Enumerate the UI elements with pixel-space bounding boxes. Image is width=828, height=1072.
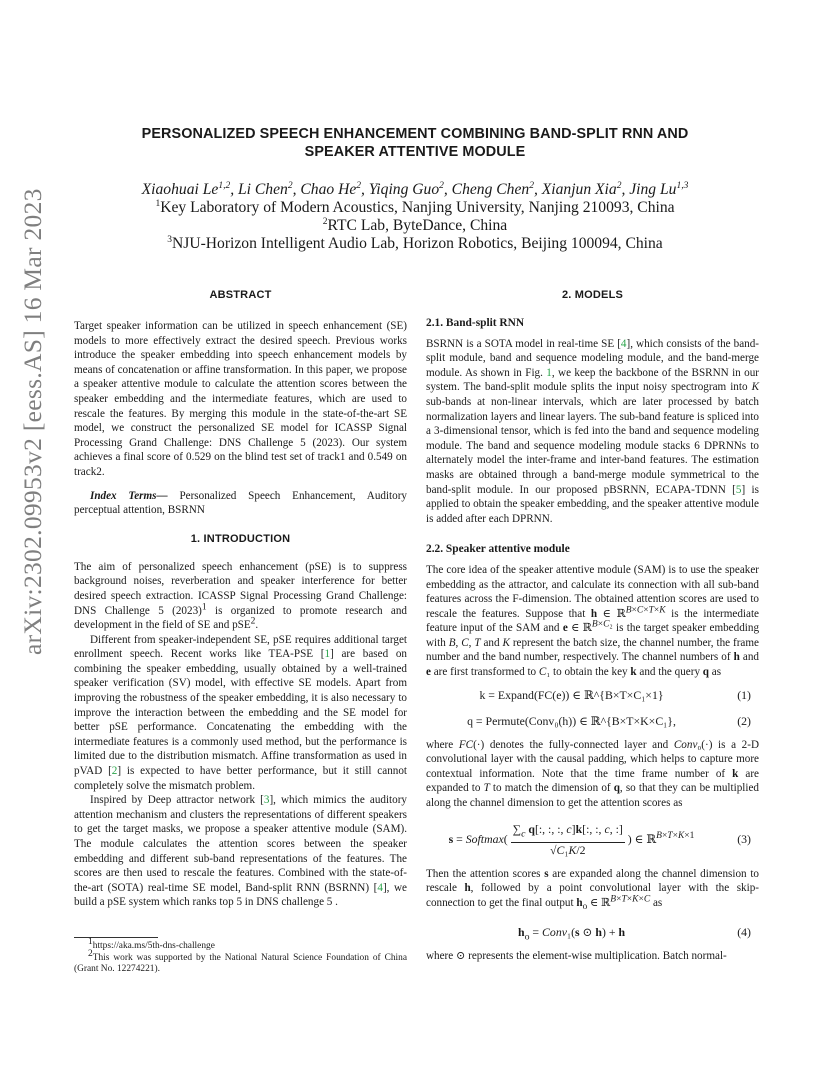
intro-paragraph: The aim of personalized speech enhancement (pSE) is to suppress background noises, reverberation and speaker interference for better desired speech extraction. ICASSP Signal Processing Grand Challenge: DNS Challenge 5 $(2023)^1$ is organized to promote research and development in the field of SE and pSE$^2$. xyxy=(74,560,407,632)
citation-link[interactable]: 3 xyxy=(263,794,270,807)
affiliation: $^1$Key Laboratory of Modern Acoustics, Nanjing University, Nanjing 210093, China xyxy=(155,198,675,216)
index-terms: Index Terms— Personalized Speech Enhancement, Auditory perceptual attention, BSRNN xyxy=(74,489,407,517)
body-paragraph: The core idea of the speaker attentive module (SAM) is to use the speaker embedding as the attractor, and calculate its connection with all sub-band features across the F-dimension. The obtained attention scores are used to rescale the features. Suppose that h ∈ ℝ$^{B\times C\times T\times K}$ is the intermediate feature input of the SAM and e ∈ ℝ$^{B\times C_2}$ is the target speaker embedding with B, C, T and K represent the batch size, the channel number, the frame number and the band number, respectively. The channel numbers of h and e are first transformed to C₁ to obtain the key k and the query q as xyxy=(426,563,760,679)
body-paragraph: where ⊙ represents the element-wise multiplication. Batch normal- xyxy=(426,949,727,962)
author: Cheng Chen xyxy=(451,181,530,198)
footnote: $^2$This work was supported by the National Natural Science Foundation of China (Grant No. 12274221). xyxy=(74,948,407,975)
equation: q = Permute(Conv₀(h)) ∈ ℝ^{B×T×K×C₁}, (2) xyxy=(467,713,751,728)
equation-3: s = Softmax( $\frac{\sum_c q[:, :, :, c]k[:, :, c, :]}{\text{√C₁K/2}}$ ) ∈ ℝ$^{B\times T\times K\times 1}$ (3) xyxy=(448,822,751,857)
subsection-heading: 2.1. Band-split RNN xyxy=(426,317,525,329)
author-list: Xiaohuai Le$^{1,2}$, Li Chen$^2$, Chao He$^2$, Yiqing Guo$^2$, Cheng Chen$^2$, Xianjun Xia$^2$, Jing Lu$^{1,3}$ xyxy=(141,180,689,198)
equation-4: $h_o$ = Conv₁(s ⊙ h) + h (4) xyxy=(518,924,751,942)
citation-link[interactable]: 2 xyxy=(111,765,118,778)
right-column xyxy=(426,288,759,963)
intro-heading: 1. INTRODUCTION xyxy=(190,532,291,545)
citation-link[interactable]: 5 xyxy=(735,483,742,496)
footnote-rule xyxy=(74,937,158,938)
affiliation: $^3$NJU-Horizon Intelligent Audio Lab, Horizon Robotics, Beijing 100094, China xyxy=(167,234,663,252)
author: Xianjun Xia xyxy=(541,181,617,198)
body-paragraph: where FC(·) denotes the fully-connected layer and Conv₀(·) is a 2-D convolutional layer with the causal padding, which helps to capture more contextual information. Note that the time frame number of k are expanded to T to match the dimension of q, so that they can be multiplied along the channel dimension to get the attention scores as xyxy=(426,738,759,810)
citation-link[interactable]: 4 xyxy=(377,881,383,894)
author: Jing Lu xyxy=(629,181,677,198)
arxiv-stamp: arXiv:2302.09953v2 [eess.AS] 16 Mar 2023 xyxy=(18,188,47,655)
models-heading: 2. MODELS xyxy=(561,289,624,301)
citation-link[interactable]: 4 xyxy=(620,337,627,350)
footnotes xyxy=(74,937,407,976)
citation-link[interactable]: 1 xyxy=(324,648,331,661)
author: Chao He xyxy=(300,181,357,198)
equation: k = Expand(FC(e)) ∈ ℝ^{B×T×C₁×1} (1) xyxy=(479,687,751,702)
subsection-heading: 2.2. Speaker attentive module xyxy=(426,543,570,556)
footnote: $^1$https://aka.ms/5th-dns-challenge xyxy=(88,936,215,951)
left-column xyxy=(74,288,407,910)
abstract-text: Target speaker information can be utilized in speech enhancement (SE) models to more effectively extract the desired speech. Previous works introduce the speaker embedding into speech enhancement models by means of concatenation or affine transformation. In this paper, we propose a speaker attentive module to calculate the attention scores between the speaker embedding and the intermediate features, which are used to rescale the features. By merging this module in the state-of-the-art SE model, we construct the personalized SE model for ICASSP Signal Processing Grand Challenge: DNS Challenge 5 (2023). Our system achieves a final score of 0.529 on the blind test set of track1 and 0.549 on track2. xyxy=(74,320,407,478)
affiliation: $^2$RTC Lab, ByteDance, China xyxy=(322,216,508,234)
paper-title: PERSONALIZED SPEECH ENHANCEMENT COMBINING BAND-SPLIT RNN AND SPEAKER ATTENTIVE MODULE xyxy=(141,126,689,160)
intro-paragraph: Inspired by Deep attractor network [3], which mimics the auditory attention mechanism and clusters the representations of different speakers to get the target masks, we propose a speaker attentive module (SAM). The module calculates the attention scores between the speaker embedding and different sub-band representations of the features. The scores are then used to rescale the features. Combined with the state-of-the-art (SOTA) real-time SE model, Band-split RNN (BSRNN) [4], we build a pSE system which ranks top 5 in DNS challenge 5 . xyxy=(74,794,407,909)
body-paragraph: Then the attention scores s are expanded along the channel dimension to rescale h, followed by a point convolutional layer with the skip-connection to get the final output $h_o$ ∈ ℝ$^{B\times T\times K\times C}$ as xyxy=(426,867,759,913)
author: Li Chen xyxy=(238,181,288,198)
intro-paragraph: Different from speaker-independent SE, pSE requires additional target enrollment speech. Recent works like TEA-PSE [1] are based on combining the speaker embedding, usually obtained by a well-trained speaker verification (SV) model, with effective SE models. Apart from improving the robustness of the speaker embedding, it is also necessary to improve the interaction between the embedding and the SE model for better pSE performance. Concatenating the embedding with the intermediate features is a commonly used method, but the performance is limited due to the distribution mismatch. Affine transformation as used in pVAD [2] is expected to have better performance, but it still cannot completely solve the mismatch problem. xyxy=(74,633,408,792)
body-paragraph: BSRNN is a SOTA model in real-time SE [4], which consists of the band-split module, band and sequence modeling module, and the band-merge module. As shown in Fig. 1, we keep the backbone of the BSRNN in our system. The band-split module splits the input noisy spectrogram into K sub-bands at non-linear intervals, which are later processed by batch normalization layers and linear layers. The sub-band feature is spliced into a 3-dimensional tensor, which is fed into the band and sequence modeling module. The band and sequence modeling module stacks 6 DPRNNs to alternately model the inter-frame and inter-band features. The estimation masks are obtained through a band-merge module symmetrical to the band-split module. In our proposed pBSRNN, ECAPA-TDNN [5] is applied to obtain the speaker embedding, and the speaker attentive module is added after each DPRNN. xyxy=(426,337,759,525)
figure-link[interactable]: 1 xyxy=(546,366,552,379)
author: Yiqing Guo xyxy=(368,181,440,198)
author: Xiaohuai Le xyxy=(141,181,219,198)
abstract-heading: ABSTRACT xyxy=(209,289,272,301)
